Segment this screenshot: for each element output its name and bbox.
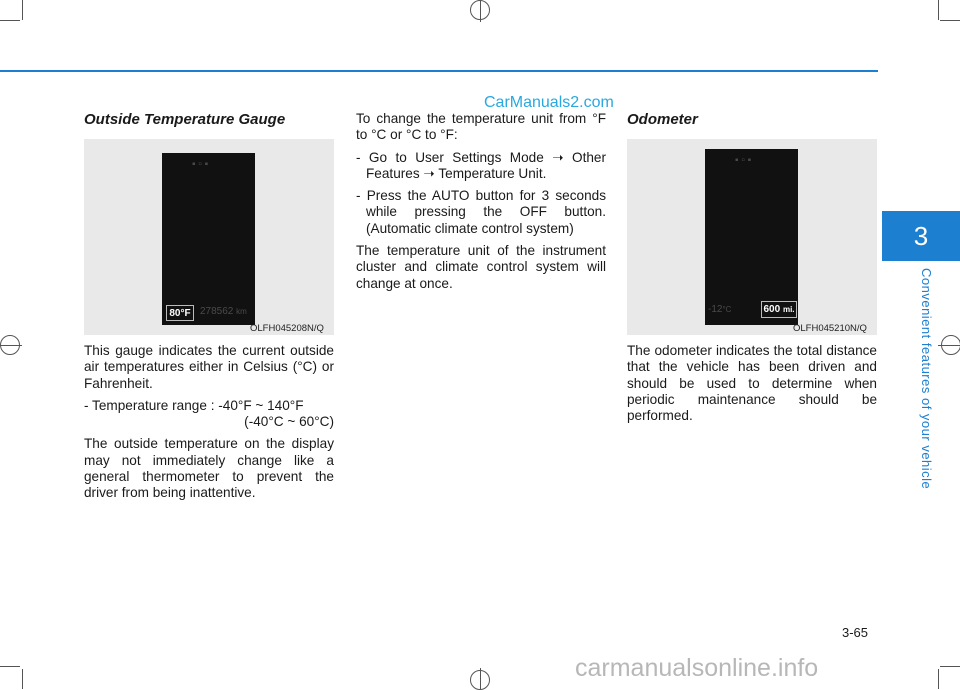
temp-unit: °C — [722, 305, 732, 314]
display-top-icons: ▪ ▫ ▪ — [735, 155, 752, 166]
left-text — [84, 343, 334, 508]
crop-mark — [938, 0, 939, 20]
paragraph: To change the temperature unit from °F to °C or °C to °F: — [356, 111, 606, 143]
crop-mark — [938, 669, 939, 689]
chapter-tab-title: Convenient features of your vehicle — [919, 268, 934, 490]
paragraph: The odometer indicates the total distance that the vehicle has been driven and should be used to determine when periodic maintenance should be performed. — [627, 343, 877, 424]
crop-mark — [22, 0, 23, 20]
cluster-display — [705, 149, 798, 325]
odo-unit: km — [236, 307, 247, 316]
crop-mark — [0, 666, 20, 667]
crop-mark — [22, 669, 23, 689]
crop-mark — [940, 20, 960, 21]
temp-unit: °F — [180, 307, 191, 319]
crop-mark — [938, 345, 960, 346]
odo-value: 278562 — [200, 306, 234, 317]
crop-mark — [480, 668, 481, 689]
odometer-readout — [761, 301, 797, 318]
odometer-readout — [200, 306, 247, 317]
paragraph: This gauge indicates the current outside air temperatures either in Celsius (°C) or Fahrenheit. — [84, 343, 334, 391]
paragraph: The outside temperature on the display may not immediately change like a general thermometer to prevent the driver from being inattentive. — [84, 436, 334, 501]
cluster-display — [162, 153, 255, 325]
figure-caption: OLFH045208N/Q — [250, 323, 324, 334]
crop-mark — [0, 20, 20, 21]
outside-temp-readout — [166, 305, 194, 321]
temp-value: 80 — [169, 307, 181, 319]
odo-value: 600 — [763, 304, 781, 315]
crop-mark — [940, 666, 960, 667]
chapter-tab-number: 3 — [882, 211, 960, 261]
figure-outside-temp — [84, 139, 334, 335]
outside-temp-readout — [708, 304, 731, 315]
header-rule — [0, 70, 878, 72]
odo-unit: mi. — [782, 305, 795, 314]
section-title-outside-temp: Outside Temperature Gauge — [84, 111, 286, 128]
temp-value: -12 — [708, 304, 723, 315]
crop-mark — [480, 0, 481, 22]
section-title-odometer: Odometer — [627, 111, 698, 128]
middle-text — [356, 111, 606, 298]
bullet-item: - Press the AUTO button for 3 seconds while pressing the OFF button. (Automatic climate control system) — [356, 188, 606, 236]
page-number: 3-65 — [842, 625, 869, 640]
range-line: - Temperature range : -40°F ~ 140°F — [84, 397, 304, 413]
right-text — [627, 343, 877, 430]
watermark-top[interactable]: CarManuals2.com — [484, 94, 614, 111]
paragraph: The temperature unit of the instrument cluster and climate control system will change at once. — [356, 243, 606, 291]
bullet-item: - Go to User Settings Mode ➝ Other Features ➝ Temperature Unit. — [356, 149, 606, 181]
figure-odometer — [627, 139, 877, 335]
display-top-icons: ▪ ▫ ▪ — [192, 159, 209, 170]
range-line-celsius: (-40°C ~ 60°C) — [244, 414, 334, 430]
crop-mark — [0, 345, 22, 346]
figure-caption: OLFH045210N/Q — [793, 323, 867, 334]
footer-watermark[interactable]: carmanualsonline.info — [575, 654, 819, 682]
